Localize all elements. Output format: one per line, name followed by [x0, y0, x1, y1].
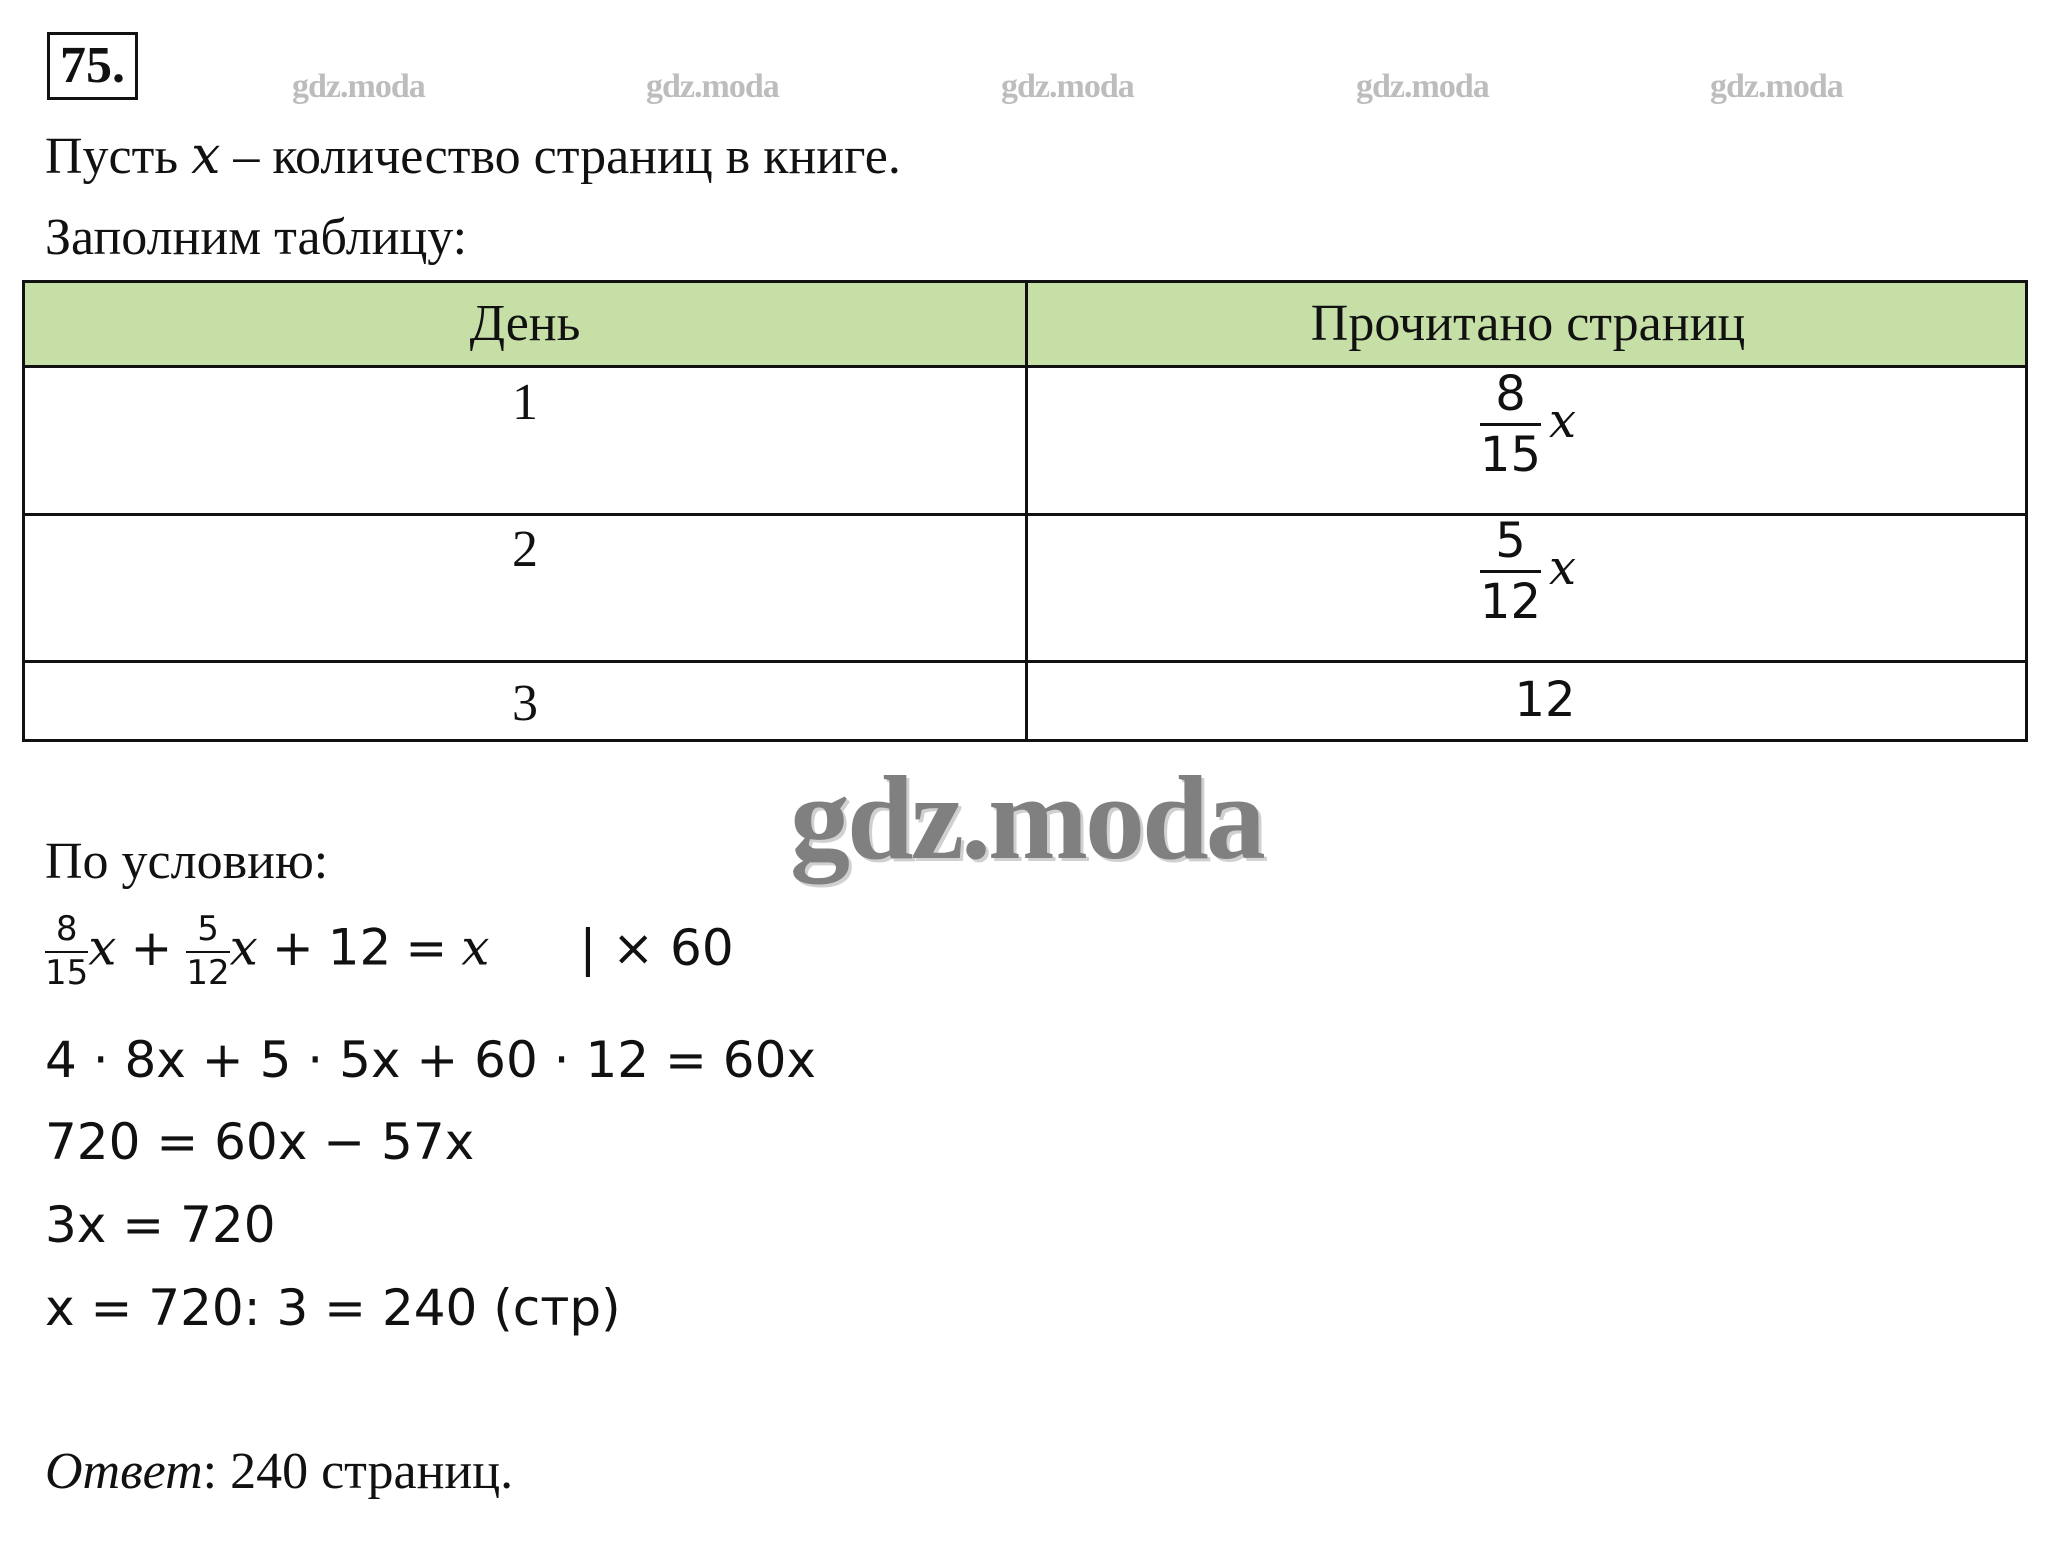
variable: x — [461, 918, 490, 977]
answer-label: Ответ — [45, 1443, 203, 1500]
equation-3: 720 = 60x − 57x — [45, 1113, 475, 1171]
constant: 12 — [327, 918, 392, 977]
problem-number: 75. — [47, 32, 138, 100]
multiplier: | × 60 — [579, 918, 734, 977]
table-cell-pages — [1028, 513, 2028, 631]
fraction — [45, 909, 89, 993]
table-cell-pages — [1028, 366, 2028, 484]
table-cell-day: 3 — [512, 675, 538, 732]
table-cell-pages: 12 — [1514, 672, 1576, 728]
fraction-bar — [1480, 423, 1541, 426]
fraction — [1479, 366, 1541, 484]
fraction — [1479, 513, 1541, 631]
fraction-denominator: 15 — [45, 952, 89, 993]
condition-label: По условию: — [45, 833, 329, 890]
watermark-logo: gdz.moda — [790, 751, 1263, 884]
watermark-text: gdz.moda — [1356, 68, 1489, 105]
fraction-denominator: 12 — [1479, 574, 1541, 631]
table-row-divider — [25, 660, 2025, 663]
table-cell-day: 1 — [512, 374, 538, 431]
fraction-denominator: 12 — [186, 952, 230, 993]
fraction-numerator: 5 — [1495, 513, 1526, 569]
equation-1 — [45, 909, 734, 993]
variable: x — [1549, 539, 1577, 596]
table-header-pages: Прочитано страниц — [1310, 295, 1746, 352]
fill-table-label: Заполним таблицу: — [45, 209, 468, 266]
operator: = — [405, 918, 448, 977]
table-header-day: День — [469, 295, 581, 352]
fraction-denominator: 15 — [1479, 427, 1541, 484]
watermark-text: gdz.moda — [1001, 68, 1134, 105]
table-column-divider — [1025, 283, 1028, 739]
fraction-bar — [1480, 570, 1541, 573]
intro-text-before: Пусть — [45, 128, 192, 185]
fraction-numerator: 8 — [1495, 366, 1526, 422]
variable: x — [1549, 392, 1577, 449]
variable: x — [229, 918, 258, 977]
equation-4: 3x = 720 — [45, 1196, 276, 1254]
equation-2: 4 · 8x + 5 · 5x + 60 · 12 = 60x — [45, 1031, 816, 1089]
solution-table — [22, 280, 2028, 742]
answer-text: : 240 страниц. — [202, 1443, 514, 1500]
table-row-divider — [25, 365, 2025, 368]
intro-text-after: – количество страниц в книге. — [220, 128, 901, 185]
operator: + — [271, 918, 314, 977]
fraction — [186, 909, 230, 993]
watermark-text: gdz.moda — [646, 68, 779, 105]
fraction-numerator: 8 — [55, 909, 78, 949]
operator: + — [130, 918, 173, 977]
equation-5: x = 720: 3 = 240 (стр) — [45, 1279, 621, 1337]
variable: x — [88, 918, 117, 977]
intro-variable: x — [191, 126, 221, 186]
table-cell-day: 2 — [512, 521, 538, 578]
watermark-text: gdz.moda — [292, 68, 425, 105]
watermark-text: gdz.moda — [1710, 68, 1843, 105]
fraction-numerator: 5 — [197, 909, 219, 949]
answer-line — [45, 1443, 514, 1500]
intro-line — [45, 126, 901, 186]
